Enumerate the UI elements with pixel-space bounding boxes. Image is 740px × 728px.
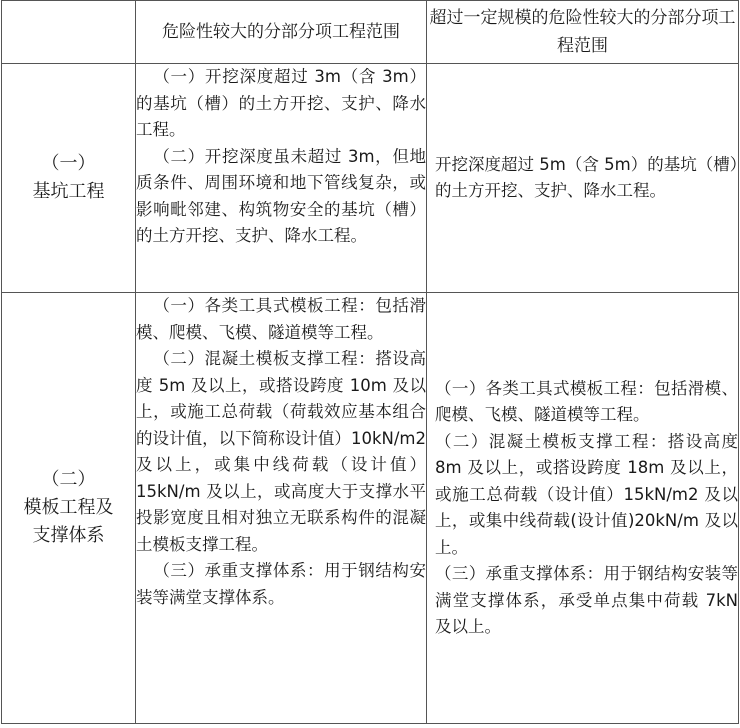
over-scale-scope-cell [427, 64, 739, 293]
category-number: （二） [41, 469, 96, 490]
header-over-scale-scope: 超过一定规模的危险性较大的分部分项工程范围 [427, 1, 739, 64]
scope-paragraph: （一）各类工具式模板工程：包括滑模、爬模、飞模、隧道模等工程。 [435, 378, 738, 424]
scope-paragraph: （三）承重支撑体系：用于钢结构安装等满堂支撑体系，承受单点集中荷载 7kN 及以上。 [435, 564, 738, 636]
scope-paragraph: （一）各类工具式模板工程：包括滑模、爬模、飞模、隧道模等工程。 [136, 296, 426, 342]
scope-paragraph: （三）承重支撑体系：用于钢结构安装等满堂支撑体系。 [136, 561, 426, 607]
scope-paragraph: （二）开挖深度虽未超过 3m，但地质条件、周围环境和地下管线复杂，或影响毗邻建、构筑物安全的基坑（槽）的土方开挖、支护、降水工程。 [136, 146, 426, 245]
header-row [2, 1, 739, 64]
header-blank-cell [2, 1, 136, 64]
header-dangerous-scope: 危险性较大的分部分项工程范围 [136, 1, 427, 64]
scope-paragraph: （二）混凝土模板支撑工程：搭设高度 8m 及以上，或搭设跨度 18m 及以上，或施工总荷载（设计值）15kN/m2 及以上，或集中线荷载(设计值)20kN/m 及以上。 [435, 431, 738, 557]
scope-paragraph: （一）开挖深度超过 3m（含 3m）的基坑（槽）的土方开挖、支护、降水工程。 [136, 67, 426, 139]
category-cell [2, 293, 136, 724]
category-name: 基坑工程 [32, 181, 105, 202]
category-number: （一） [41, 153, 96, 174]
dangerous-scope-cell [136, 293, 427, 724]
scope-table [1, 0, 739, 724]
table-row [2, 64, 739, 293]
scope-paragraph: （二）混凝土模板支撑工程：搭设高度 5m 及以上，或搭设跨度 10m 及以上，或施工总荷载（荷载效应基本组合的设计值，以下简称设计值）10kN/m2 及以上，或集中线荷载（设计值）15kN/m 及以上，或高度大于支撑水平投影宽度且相对独立无联系构件的混凝土模板支撑工程。 [136, 349, 426, 554]
over-scale-scope-cell [427, 293, 739, 724]
category-cell [2, 64, 136, 293]
dangerous-scope-cell [136, 64, 427, 293]
category-name-line1: 模板工程及 [23, 497, 114, 518]
table-row [2, 293, 739, 724]
category-name-line2: 支撑体系 [32, 525, 105, 546]
scope-paragraph: 开挖深度超过 5m（含 5m）的基坑（槽）的土方开挖、支护、降水工程。 [435, 154, 738, 200]
